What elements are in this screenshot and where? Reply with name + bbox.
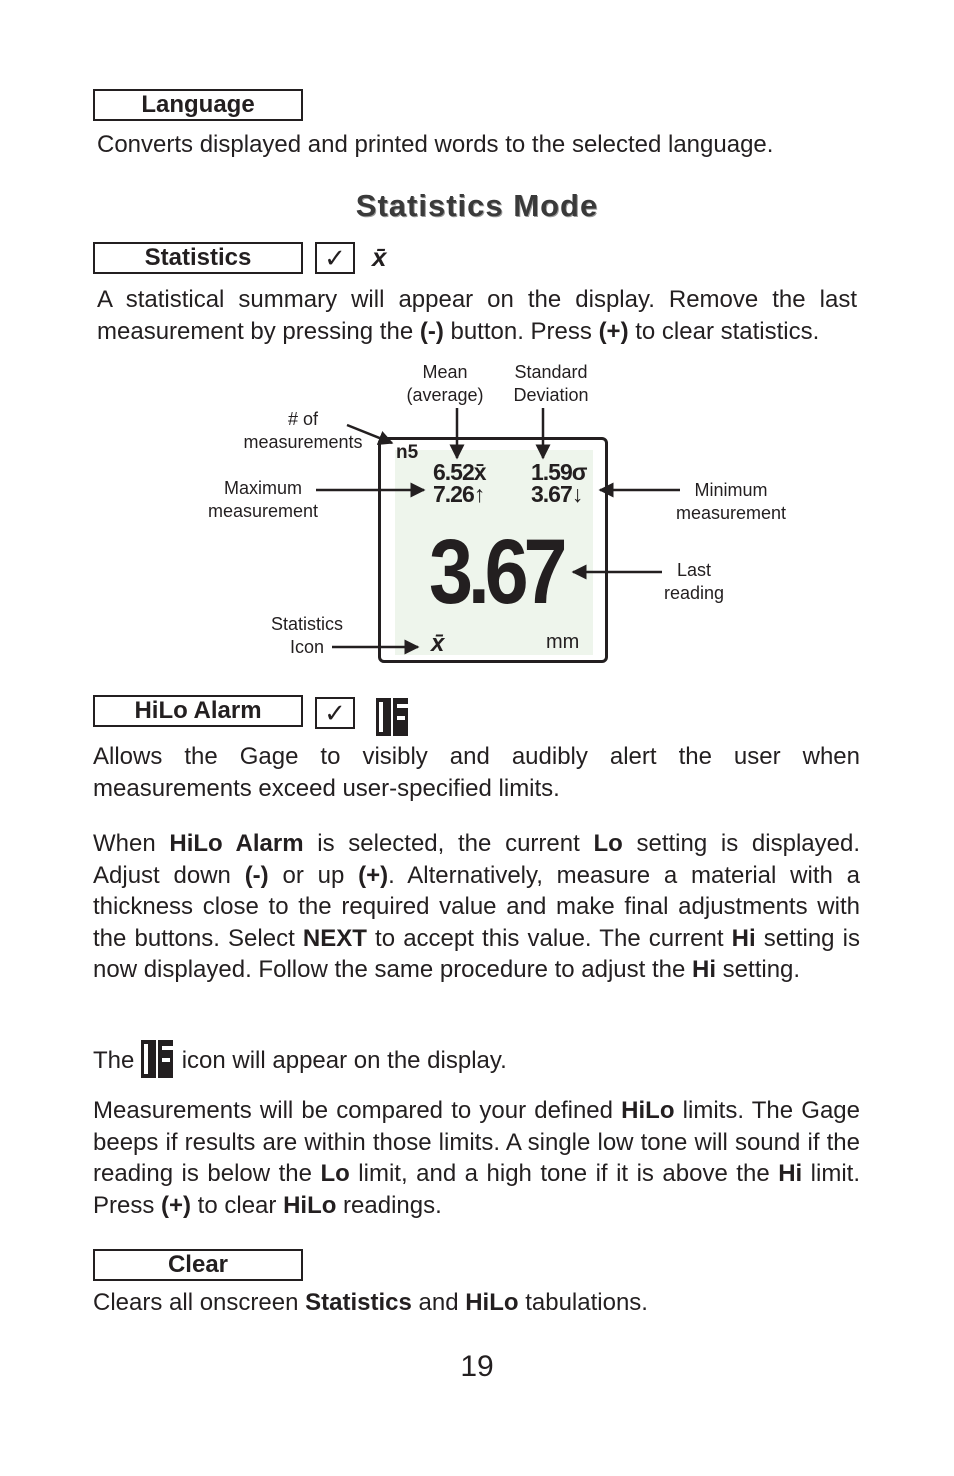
label-stat-icon: Statistics Icon (270, 614, 344, 657)
label-num-measurements: # of measurements (243, 409, 363, 452)
unit-readout: mm (546, 631, 580, 653)
hilo-icon (376, 696, 412, 738)
hilo-paragraph-2: When HiLo Alarm is selected, the current Lo setting is displayed. Adjust down (-) or up (+). Alternatively, measure a material with a thickness close to the required value and make final adjustments with the buttons. Select NEXT to accept this value. The current Hi setting is now displayed. Follow the same procedure to adjust the Hi setting. (93, 830, 860, 983)
hilo-paragraph-1: Allows the Gage to visibly and audibly alert the user when measurements exceed user-specified limits. (93, 743, 860, 802)
checkmark-icon: ✓ (315, 242, 355, 274)
language-label: Language (93, 89, 303, 121)
hilo-checkmark-icon: ✓ (315, 697, 355, 729)
count-readout: n5 (396, 442, 419, 463)
diagram-arrows (0, 0, 954, 700)
hilo-paragraph-3: The icon will appear on the display. (93, 1040, 507, 1080)
label-last-reading: Last reading (663, 560, 725, 603)
min-readout: 3.67↓ (531, 481, 583, 507)
max-readout: 7.26↑ (433, 481, 485, 507)
statistics-icon: x̄ (372, 242, 387, 272)
stat-icon-readout: x̄ (431, 630, 445, 657)
label-maximum: Maximum measurement (207, 478, 319, 521)
label-mean: Mean (average) (406, 362, 484, 405)
std-readout: 1.59σ (531, 459, 587, 485)
clear-description: Clears all onscreen Statistics and HiLo tabulations. (93, 1289, 648, 1316)
arrow-count (347, 425, 392, 443)
statistics-description: A statistical summary will appear on the display. Remove the last measurement by pressing the (-) button. Press (+) to clear statistics. (97, 286, 857, 345)
hilo-inline-icon (141, 1040, 175, 1080)
statistics-label: Statistics (93, 242, 303, 274)
label-minimum: Minimum measurement (675, 480, 787, 523)
page-number: 19 (460, 1350, 494, 1383)
mean-readout: 6.52x̄ (433, 459, 486, 485)
hilo-paragraph-4: Measurements will be compared to your defined HiLo limits. The Gage beeps if results are within those limits. A single low tone will sound if the reading is below the Lo limit, and a high tone if it is above the Hi limit. Press (+) to clear HiLo readings. (93, 1097, 861, 1219)
hilo-label: HiLo Alarm (93, 695, 303, 727)
section-heading: Statistics Mode (355, 188, 599, 223)
label-std-dev: Standard Deviation (513, 362, 589, 405)
language-description: Converts displayed and printed words to the selected language. (97, 131, 774, 158)
clear-label: Clear (93, 1249, 303, 1281)
last-reading-readout: 3.67 (429, 521, 563, 623)
